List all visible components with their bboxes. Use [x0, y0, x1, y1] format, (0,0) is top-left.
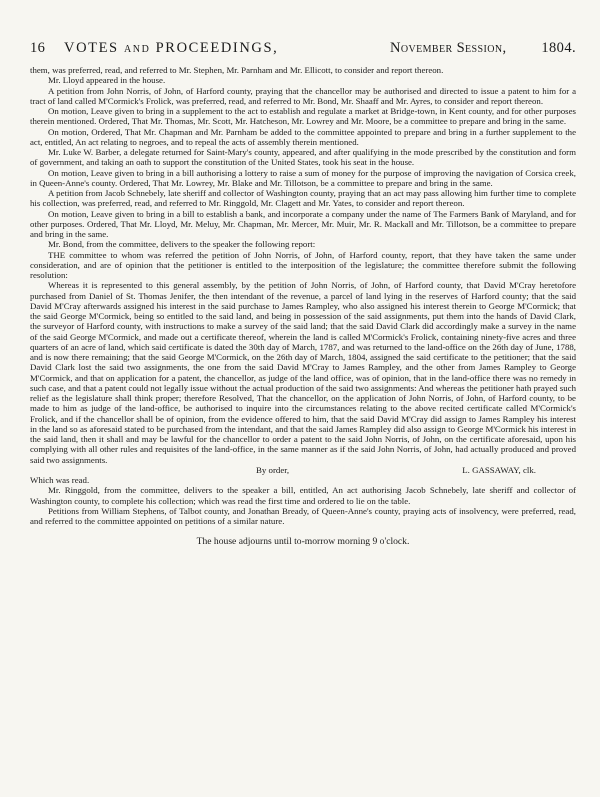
by-order-label: By order,: [256, 464, 290, 475]
page-number: 16: [30, 40, 46, 56]
paragraph: A petition from John Norris, of John, of Harford county, praying that the chancellor may be authorised and directed to issue a patent to him for a tract of land called M'Cormick's Frolick, was preferred, read, and referred to Mr. Bond, Mr. Shaaff and Mr. Ayres, to consider and report thereon.: [30, 85, 576, 106]
signature-line: [30, 465, 576, 475]
paragraph: On motion, Leave given to bring in a bill to establish a bank, and incorporate a company under the name of The Farmers Bank of Maryland, and for other purposes. Ordered, That Mr. Lloyd, Mr. Meluy, Mr. Chapman, Mr. Mercer, Mr. Muir, Mr. R. Mackall and Mr. Tillotson, be a committee to prepare and bring in the same.: [30, 208, 576, 239]
paragraph: THE committee to whom was referred the petition of John Norris, of John, of Harford county, report, that they have taken the same under consideration, and are of opinion that the petitioner is entitled to the interposition of the legislature; the committee therefore submit the following resolution:: [30, 249, 576, 280]
paragraph-group-after: [30, 475, 576, 526]
paragraph: On motion, Ordered, That Mr. Chapman and Mr. Parnham be added to the committee appointed to prepare and bring in a further supplement to the act, entitled, An act relating to negroes, and to repeal the acts of assembly therein mentioned.: [30, 126, 576, 147]
paragraph: Petitions from William Stephens, of Talbot county, and Jonathan Bready, of Queen-Anne's county, praying acts of insolvency, were preferred, read, and referred to the committee appointed on petitions of a similar nature.: [30, 505, 576, 526]
paragraph: A petition from Jacob Schnebely, late sheriff and collector of Washington county, praying that an act may pass allowing him further time to complete his collection, was preferred, read, and referred to Mr. Ringgold, Mr. Clagett and Mr. Yates, to consider and report thereon.: [30, 188, 576, 209]
paragraph: Mr. Ringgold, from the committee, delivers to the speaker a bill, entitled, An act authorising Jacob Schnebely, late sheriff and collector of Washington county, to complete his collection; which was read the first time and ordered to lie on the table.: [30, 485, 576, 506]
page-title: VOTES and PROCEEDINGS,: [64, 40, 279, 56]
year-label: 1804.: [541, 40, 576, 56]
paragraph: Whereas it is represented to this general assembly, by the petition of John Norris, of John, of Harford county, that David M'Cray heretofore purchased from Daniel of St. Thomas Jenifer, the then intendant of the revenue, a parcel of land lying in the reserves of Harford county; that the said David M'Cray afterwards assigned his interest in the said purchase to James Rampley, who also assigned his interest therein to George M'Cormick; that the said George M'Cormick, being so entitled to the said land, and being in possession of the said assignments, put them into the hands of David Clark, the surveyor of Harford county, with instructions to make a survey of the said land; that the said David Clark did accordingly make a survey in the name of the said George M'Cormick, and made out a certificate thereof, wherein the land is called M'Cormick's Frolick, containing ninety-five acres and three quarters of an acre of land, which said certificate is dated the 30th day of March, 1787, and was returned to the land-office on the 26th day of June, 1788, and is now there remaining; that the said George M'Cormick, on the 26th day of March, 1804, assigned the said certificate to the petitioner; that the said David Clark lost the said two assignments, the one from the said David M'Cray to James Rampley, and the other from James Rampley to George M'Cormick, and that on application for a patent, the chancellor, as judge of the land office, was of opinion, that in the land-office there was no remedy in such case, and that a patent could not legally issue without the actual production of the said two assignments: And whereas the petitioner hath prayed such relief as the legislature shall think proper; therefore Resolved, That the chancellor, on the application of John Norris, of John, of Harford county, to be made to him as judge of the land-office, be authorised to inquire into the circumstances relating to the above recited certificate called M'Cormick's Frolick, and if the chancellor shall be of opinion, from the evidence offered to him, that the said David M'Cray did assign to James Rampley his interest in the land so as aforesaid stated to be purchased from the intendant, and that the said James Rampley did also assign to George M'Cormick his interest in the said land, then it shall and may be lawful for the chancellor to order a patent to the said John Norris, of John, on the certificate aforesaid, upon his complying with all other rules and requisites of the land-office, in the same manner as if the said John Norris, of John, had actually produced and proved said two assignments.: [30, 280, 576, 465]
clerk-signature: L. GASSAWAY, clk.: [462, 464, 536, 475]
proceedings-body: [30, 65, 576, 526]
paragraph: Mr. Bond, from the committee, delivers to the speaker the following report:: [48, 239, 316, 250]
running-header: [30, 40, 576, 62]
paragraph: Mr. Luke W. Barber, a delegate returned for Saint-Mary's county, appeared, and after qualifying in the mode prescribed by the constitution and form of government, and taking an oath to support the constitution of the United States, took his seat in the house.: [30, 147, 576, 168]
paragraph: Which was read.: [30, 475, 90, 485]
paragraph-group-before: [30, 65, 576, 465]
paragraph: On motion, Leave given to bring in a supplement to the act to establish and regulate a market at Bridge-town, in Kent county, and for other purposes therein mentioned. Ordered, That Mr. Thomas, Mr. Scott, Mr. Hatcheson, Mr. Lowrey and Mr. Moore, be a committee to prepare and bring in the same.: [30, 106, 576, 127]
paragraph: On motion, Leave given to bring in a bill authorising a lottery to raise a sum of money for the purpose of improving the navigation of Corsica creek, in Queen-Anne's county. Ordered, That Mr. Lowrey, Mr. Blake and Mr. Tillotson, be a committee to prepare and bring in the same.: [30, 167, 576, 188]
session-label: November Session,: [390, 40, 507, 56]
adjournment-line: The house adjourns until to-morrow morning 9 o'clock.: [196, 536, 410, 548]
paragraph: them, was preferred, read, and referred to Mr. Stephen, Mr. Parnham and Mr. Ellicott, to consider and report thereon.: [30, 65, 444, 75]
paragraph: Mr. Lloyd appeared in the house.: [48, 75, 166, 86]
